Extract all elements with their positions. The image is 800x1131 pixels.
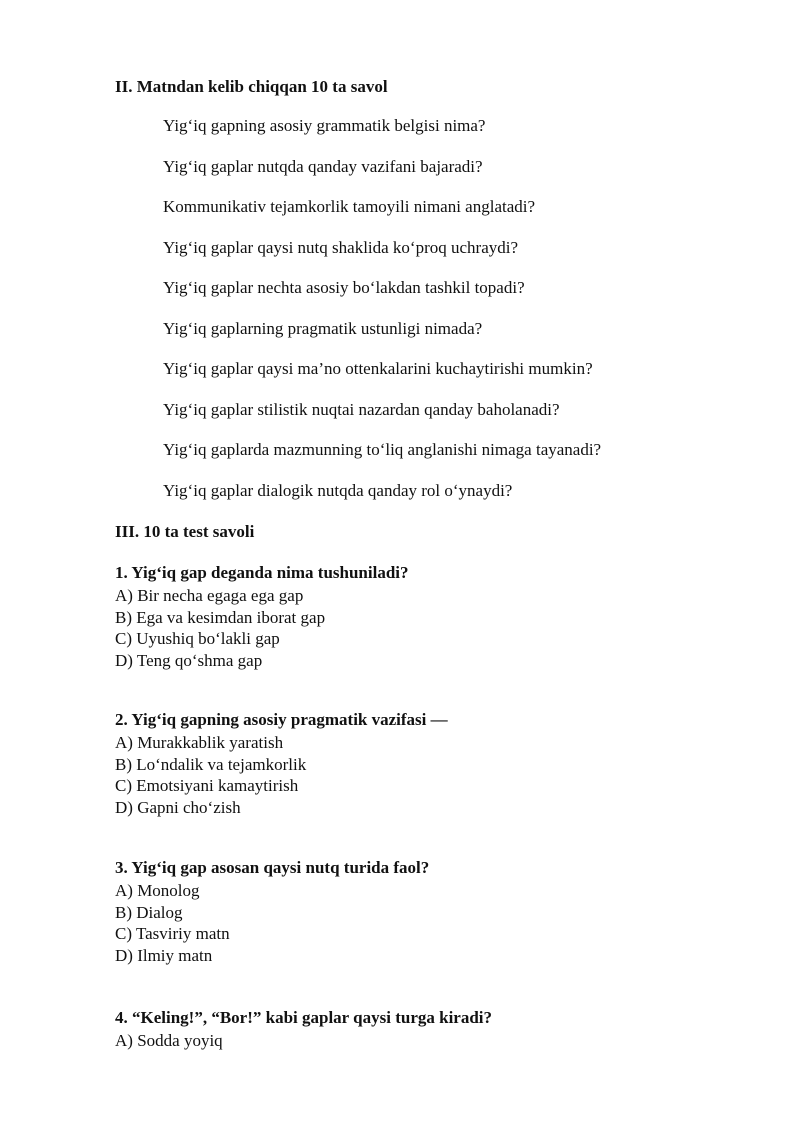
open-question-3: Kommunikativ tejamkorlik tamoyili nimani anglatadi?	[163, 197, 536, 216]
section-3-heading: III. 10 ta test savoli	[115, 522, 255, 541]
test-question-text: 3. Yig‘iq gap asosan qaysi nutq turida faol?	[115, 858, 430, 877]
test-option-d: D) Teng qo‘shma gap	[115, 650, 263, 670]
open-question-1: Yig‘iq gapning asosiy grammatik belgisi nima?	[163, 116, 486, 135]
open-question-7: Yig‘iq gaplar qaysi ma’no ottenkalarini kuchaytirishi mumkin?	[163, 359, 593, 378]
section-2-heading: II. Matndan kelib chiqqan 10 ta savol	[115, 77, 388, 96]
test-question-text: 1. Yig‘iq gap deganda nima tushuniladi?	[115, 563, 409, 582]
test-option-b: B) Ega va kesimdan iborat gap	[115, 607, 326, 627]
open-question-4: Yig‘iq gaplar qaysi nutq shaklida ko‘proq uchraydi?	[163, 237, 519, 257]
open-question-5: Yig‘iq gaplar nechta asosiy bo‘lakdan tashkil topadi?	[163, 278, 525, 297]
open-question-6: Yig‘iq gaplarning pragmatik ustunligi nimada?	[163, 318, 483, 338]
test-option-c: C) Emotsiyani kamaytirish	[115, 776, 299, 795]
test-option-a: A) Murakkablik yaratish	[115, 733, 284, 752]
test-option-d: D) Gapni cho‘zish	[115, 797, 241, 817]
test-question-4	[115, 1008, 492, 1052]
test-option-a: A) Bir necha egaga ega gap	[115, 586, 304, 605]
test-option-b: B) Lo‘ndalik va tejamkorlik	[115, 754, 307, 774]
test-question-3	[115, 858, 429, 966]
test-question-1	[115, 563, 409, 671]
test-question-text: 2. Yig‘iq gapning asosiy pragmatik vazifasi —	[115, 710, 448, 729]
test-question-text: 4. “Keling!”, “Bor!” kabi gaplar qaysi turga kiradi?	[115, 1008, 493, 1027]
test-question-2	[115, 710, 448, 818]
test-option-d: D) Ilmiy matn	[115, 945, 213, 965]
open-question-8: Yig‘iq gaplar stilistik nuqtai nazardan qanday baholanadi?	[163, 399, 560, 419]
test-option-b: B) Dialog	[115, 902, 183, 922]
test-option-c: C) Uyushiq bo‘lakli gap	[115, 629, 280, 648]
test-option-c: C) Tasviriy matn	[115, 924, 230, 943]
test-option-a: A) Sodda yoyiq	[115, 1031, 223, 1050]
open-question-2: Yig‘iq gaplar nutqda qanday vazifani bajaradi?	[163, 156, 483, 176]
open-question-9: Yig‘iq gaplarda mazmunning to‘liq anglanishi nimaga tayanadi?	[163, 440, 602, 459]
open-question-10: Yig‘iq gaplar dialogik nutqda qanday rol o‘ynaydi?	[163, 480, 513, 500]
open-questions-list	[163, 116, 601, 521]
test-option-a: A) Monolog	[115, 881, 200, 900]
